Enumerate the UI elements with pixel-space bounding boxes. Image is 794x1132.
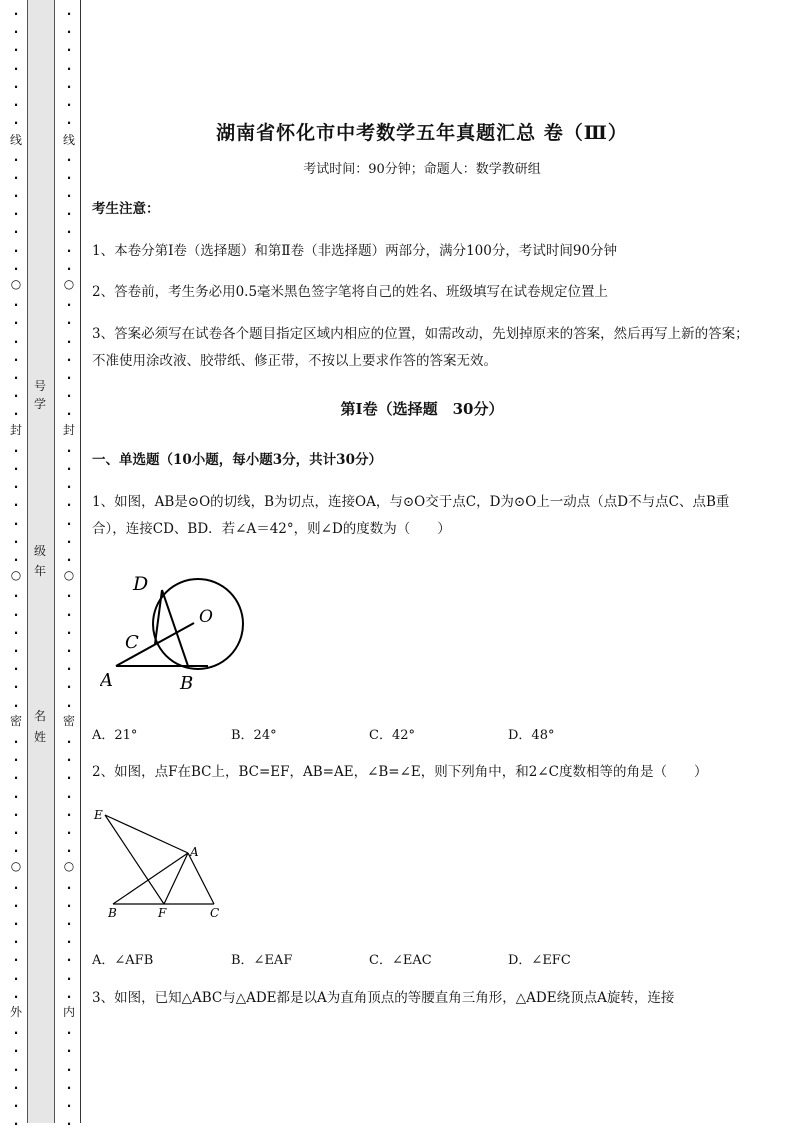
binding-dot: ·	[66, 753, 72, 768]
binding-dot: ·	[66, 43, 72, 58]
binding-dot: ·	[66, 644, 72, 658]
binding-dot: ·	[13, 1080, 19, 1095]
binding-dot: ·	[66, 662, 72, 677]
right-mark: ○	[63, 859, 75, 873]
binding-dot: ·	[66, 298, 72, 313]
notice-item: 3、答案必须写在试卷各个题目指定区域内相应的位置，如需改动，先划掉原来的答案，然后再写上新的答案；不准使用涂改液、胶带纸、修正带，不按以上要求作答的答案无效。	[92, 326, 749, 369]
binding-dot: ·	[66, 826, 72, 840]
left-mark: 封	[10, 423, 23, 437]
binding-dot: ·	[66, 625, 72, 640]
option-b[interactable]: B．∠EAF	[231, 953, 293, 968]
binding-dot: ·	[13, 352, 19, 367]
binding-dot: ·	[66, 989, 72, 1004]
field-label: 级	[33, 544, 46, 558]
field-label: 姓	[33, 730, 46, 744]
left-mark: ○	[10, 277, 22, 291]
point-label: F	[158, 906, 167, 920]
right-mark: ○	[63, 277, 75, 291]
point-label: C	[210, 906, 220, 920]
binding-dot: ·	[13, 771, 19, 786]
binding-dot: ·	[13, 1026, 19, 1041]
binding-dot: ·	[13, 516, 19, 531]
binding-dot: ·	[13, 298, 19, 313]
binding-dot: ·	[66, 534, 72, 549]
binding-dot: ·	[66, 98, 72, 112]
binding-dot: ·	[13, 917, 19, 931]
binding-dot: ·	[66, 352, 72, 367]
binding-dot: ·	[66, 225, 72, 240]
point-label: B	[180, 673, 194, 693]
option-a[interactable]: A．21°	[92, 728, 138, 743]
notice-item: 1、本卷分第Ⅰ卷（选择题）和第Ⅱ卷（非选择题）两部分，满分100分，考试时间90分钟	[92, 243, 618, 259]
binding-dot: ·	[66, 243, 72, 258]
binding-dot: ·	[66, 953, 72, 968]
binding-dot: ·	[13, 189, 19, 203]
binding-dot: ·	[66, 771, 72, 786]
binding-dot: ·	[13, 43, 19, 58]
left-mark: ○	[10, 568, 22, 582]
binding-dot: ·	[13, 407, 19, 422]
exam-title: 湖南省怀化市中考数学五年真题汇总 卷（Ⅲ）	[216, 122, 628, 144]
binding-dot: ·	[13, 662, 19, 677]
option-d[interactable]: D．48°	[508, 728, 555, 743]
binding-dot: ·	[66, 807, 72, 822]
binding-dot: ·	[66, 1062, 72, 1077]
binding-dot: ·	[66, 698, 72, 713]
binding-dot: ·	[13, 98, 19, 112]
binding-dot: ·	[13, 589, 19, 604]
binding-dot: ·	[13, 826, 19, 840]
binding-dot: ·	[66, 1026, 72, 1041]
binding-dot: ·	[13, 371, 19, 385]
binding-dot: ·	[13, 1099, 19, 1113]
binding-dot: ·	[66, 935, 72, 950]
question-2-text: 2、如图，点F在BC上，BC=EF，AB=AE，∠B=∠E，则下列角中，和2∠C度数相等的角是（ ）	[92, 764, 708, 780]
binding-dot: ·	[66, 789, 72, 804]
binding-dot: ·	[13, 25, 19, 40]
binding-dot: ·	[13, 880, 19, 895]
binding-dot: ·	[13, 79, 19, 94]
binding-dot: ·	[13, 680, 19, 695]
binding-dot: ·	[66, 735, 72, 749]
binding-dot: ·	[66, 553, 72, 567]
binding-dot: ·	[66, 516, 72, 531]
option-a[interactable]: A．∠AFB	[92, 953, 154, 968]
binding-rule	[80, 0, 81, 1123]
binding-dot: ·	[13, 607, 19, 622]
binding-dot: ·	[13, 553, 19, 567]
binding-dot: ·	[66, 189, 72, 203]
binding-dot: ·	[66, 971, 72, 986]
point-label: C	[125, 632, 139, 653]
binding-dot: ·	[13, 116, 19, 131]
point-label: B	[108, 906, 117, 920]
binding-dot: ·	[66, 462, 72, 476]
binding-dot: ·	[13, 753, 19, 768]
binding-dot: ·	[66, 334, 72, 349]
binding-dot: ·	[13, 225, 19, 240]
binding-dot: ·	[13, 534, 19, 549]
left-mark: 外	[10, 1005, 23, 1019]
binding-dot: ·	[13, 1117, 19, 1132]
notice-heading: 考生注意：	[92, 201, 160, 217]
right-mark: 封	[63, 423, 76, 437]
point-label: A	[190, 845, 199, 859]
binding-dot: ·	[13, 644, 19, 658]
binding-strip	[27, 0, 55, 1123]
left-mark: 线	[10, 133, 23, 147]
binding-dot: ·	[66, 1044, 72, 1059]
question-2-figure	[92, 804, 232, 924]
point-label: E	[94, 808, 103, 822]
question-3-text: 3、如图，已知△ABC与△ADE都是以A为直角顶点的等腰直角三角形，△ADE绕顶点A旋转，连接	[92, 990, 675, 1006]
binding-dot: ·	[66, 880, 72, 895]
binding-dot: ·	[13, 953, 19, 968]
binding-dot: ·	[13, 207, 19, 222]
option-b[interactable]: B．24°	[231, 728, 277, 743]
exam-subtitle: 考试时间：90分钟；命题人：数学教研组	[303, 162, 541, 177]
option-c[interactable]: C．42°	[369, 728, 415, 743]
binding-dot: ·	[66, 389, 72, 404]
binding-dot: ·	[13, 316, 19, 331]
binding-dot: ·	[66, 79, 72, 94]
option-d[interactable]: D．∠EFC	[508, 953, 571, 968]
binding-margin	[0, 0, 82, 1132]
field-label: 学	[33, 397, 46, 411]
binding-dot: ·	[66, 61, 72, 76]
binding-dot: ·	[66, 116, 72, 131]
binding-dot: ·	[66, 407, 72, 422]
binding-dot: ·	[13, 735, 19, 749]
point-label: A	[100, 670, 113, 691]
binding-dot: ·	[66, 7, 72, 21]
binding-dot: ·	[13, 334, 19, 349]
question-1-text: 1、如图，AB是⊙O的切线，B为切点，连接OA，与⊙O交于点C，D为⊙O上一动点（点D不与点C、点B重合），连接CD、BD．若∠A＝42°，则∠D的度数为（ ）	[92, 494, 730, 537]
right-mark: 密	[63, 714, 76, 728]
question-1-figure	[100, 568, 260, 693]
binding-dot: ·	[66, 443, 72, 458]
option-c[interactable]: C．∠EAC	[369, 953, 432, 968]
binding-dot: ·	[66, 898, 72, 913]
right-mark: 内	[63, 1005, 76, 1019]
part-title: 第Ⅰ卷（选择题 30分）	[340, 400, 504, 418]
binding-dot: ·	[13, 807, 19, 822]
line-ba	[113, 853, 188, 904]
point-label: O	[199, 607, 213, 627]
left-dotted-column	[10, 0, 23, 1132]
field-label: 号	[33, 379, 46, 393]
binding-dot: ·	[13, 1044, 19, 1059]
binding-dot: ·	[66, 589, 72, 604]
binding-dot: ·	[13, 261, 19, 276]
binding-dot: ·	[13, 625, 19, 640]
binding-dot: ·	[13, 935, 19, 950]
binding-dot: ·	[66, 607, 72, 622]
binding-dot: ·	[13, 462, 19, 476]
right-dotted-column	[63, 0, 76, 1132]
section-heading: 一、单选题（10小题，每小题3分，共计30分）	[92, 452, 382, 468]
binding-dot: ·	[13, 152, 19, 167]
right-mark: ○	[63, 568, 75, 582]
binding-dot: ·	[66, 1080, 72, 1095]
binding-dot: ·	[13, 971, 19, 986]
binding-dot: ·	[66, 170, 72, 185]
binding-dot: ·	[66, 371, 72, 385]
line-ac	[188, 853, 214, 904]
binding-dot: ·	[66, 261, 72, 276]
binding-dot: ·	[66, 1099, 72, 1113]
binding-dot: ·	[66, 680, 72, 695]
binding-dot: ·	[13, 789, 19, 804]
field-label: 名	[33, 709, 46, 723]
binding-dot: ·	[13, 698, 19, 713]
binding-dot: ·	[13, 443, 19, 458]
binding-dot: ·	[66, 498, 72, 513]
binding-dot: ·	[13, 170, 19, 185]
left-mark: ○	[10, 859, 22, 873]
binding-dot: ·	[13, 498, 19, 513]
binding-dot: ·	[66, 917, 72, 931]
binding-dot: ·	[13, 989, 19, 1004]
line-cd	[155, 590, 162, 644]
binding-dot: ·	[66, 25, 72, 40]
binding-dot: ·	[66, 152, 72, 167]
binding-dot: ·	[13, 480, 19, 495]
binding-dot: ·	[13, 243, 19, 258]
binding-dot: ·	[66, 844, 72, 859]
binding-dot: ·	[13, 7, 19, 21]
point-label: D	[133, 573, 149, 595]
binding-dot: ·	[13, 898, 19, 913]
notice-item: 2、答卷前，考生务必用0.5毫米黑色签字笔将自己的姓名、班级填写在试卷规定位置上	[92, 284, 609, 300]
binding-dot: ·	[13, 389, 19, 404]
binding-dot: ·	[13, 844, 19, 859]
binding-dot: ·	[66, 480, 72, 495]
binding-dot: ·	[13, 1062, 19, 1077]
binding-dot: ·	[66, 316, 72, 331]
binding-dot: ·	[13, 61, 19, 76]
right-mark: 线	[63, 133, 76, 147]
field-label: 年	[33, 564, 46, 578]
binding-dot: ·	[66, 207, 72, 222]
binding-dot: ·	[66, 1117, 72, 1132]
left-mark: 密	[10, 714, 23, 728]
